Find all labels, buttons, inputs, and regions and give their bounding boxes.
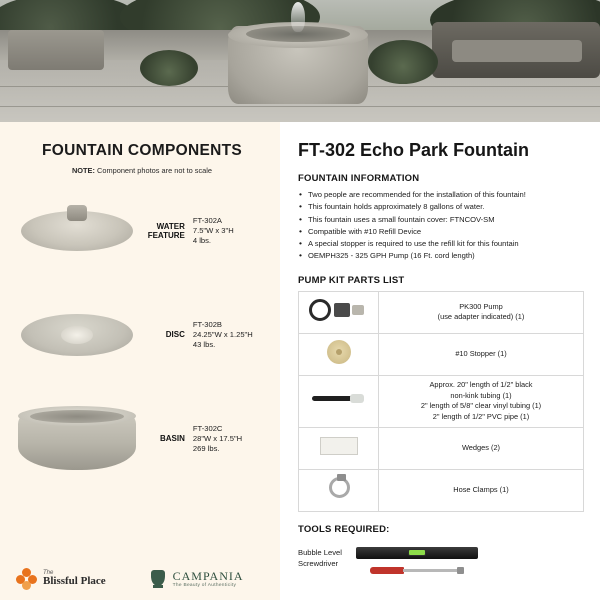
blissful-name: Blissful Place xyxy=(43,575,106,588)
shrub-right xyxy=(368,40,438,84)
component-row xyxy=(18,387,266,491)
blissful-the: The xyxy=(43,570,54,577)
part-description xyxy=(379,427,584,469)
part-line: Wedges (2) xyxy=(461,442,501,452)
tool-item: Screwdriver xyxy=(298,559,339,569)
part-line: non-kink tubing (1) xyxy=(450,390,512,400)
component-weight: 4 lbs. xyxy=(192,236,212,246)
list-item: • This fountain holds approximately 8 gallons of water. xyxy=(298,201,584,213)
part-line: (use adapter indicated) (1) xyxy=(437,312,525,322)
sofa-cushion xyxy=(452,40,582,62)
level-vial xyxy=(408,549,426,556)
component-spec xyxy=(193,424,266,455)
fountain-information-heading: FOUNTAIN INFORMATION xyxy=(298,173,420,184)
part-line: PK300 Pump xyxy=(459,301,503,311)
component-spec xyxy=(193,216,266,247)
patio-seam xyxy=(0,106,600,107)
patio-table xyxy=(8,30,104,70)
pump-kit-parts-table xyxy=(298,291,584,512)
shrub-left xyxy=(140,50,198,86)
table-row xyxy=(299,291,584,333)
component-dimensions: 24.25"W x 1.25"H xyxy=(192,329,253,339)
list-item: • This fountain uses a small fountain cover: FTNCOV-SM xyxy=(298,214,584,226)
pump-kit-parts-heading: PUMP KIT PARTS LIST xyxy=(298,274,405,286)
part-line: 2" length of 5/8" clear vinyl tubing (1) xyxy=(420,401,542,411)
component-sku: FT-302C xyxy=(192,423,223,433)
hero-photo xyxy=(0,0,600,122)
document-body xyxy=(0,122,600,600)
tubing-icon xyxy=(299,375,379,427)
part-description xyxy=(379,375,584,427)
tools-required-heading: TOOLS REQUIRED: xyxy=(298,523,390,535)
table-row xyxy=(299,427,584,469)
blissful-place-logo xyxy=(16,568,106,590)
part-line: 2" length of 1/2" PVC pipe (1) xyxy=(432,411,530,421)
part-line: Hose Clamps (1) xyxy=(453,484,509,494)
urn-icon xyxy=(148,568,168,590)
flower-icon xyxy=(16,568,38,590)
component-dimensions: 28"W x 17.5"H xyxy=(192,433,243,443)
component-label xyxy=(136,222,193,240)
part-description xyxy=(379,291,584,333)
screwdriver-tip xyxy=(457,567,464,574)
component-label-line2: FEATURE xyxy=(147,231,185,240)
component-label-line1: WATER xyxy=(156,221,185,231)
pump-icon xyxy=(299,291,379,333)
components-note-text: Component photos are not to scale xyxy=(97,166,213,175)
table-row xyxy=(299,333,584,375)
component-dimensions: 7.5"W x 3"H xyxy=(192,225,234,235)
water-feature-icon xyxy=(18,203,136,259)
tools-list xyxy=(298,547,342,570)
component-sku: FT-302A xyxy=(192,215,222,225)
component-row xyxy=(18,283,266,387)
components-note xyxy=(18,166,266,175)
component-weight: 43 lbs. xyxy=(192,340,216,350)
table-row xyxy=(299,469,584,511)
components-panel xyxy=(0,122,280,600)
fountain-information-list xyxy=(298,189,584,263)
tools-required-block xyxy=(298,545,584,585)
tools-illustration xyxy=(356,545,486,585)
component-sku: FT-302B xyxy=(192,319,222,329)
component-spec xyxy=(193,320,266,351)
hose-clamp-icon xyxy=(299,469,379,511)
tool-item: Bubble Level xyxy=(298,547,342,557)
screwdriver-icon xyxy=(370,567,404,574)
list-item: • OEMPH325 - 325 GPH Pump (16 Ft. cord length) xyxy=(298,250,584,262)
basin-icon xyxy=(18,406,136,472)
page-title: FT-302 Echo Park Fountain xyxy=(298,140,530,160)
table-row xyxy=(299,375,584,427)
list-item: • Compatible with #10 Refill Device xyxy=(298,226,584,238)
list-item: • A special stopper is required to use the refill kit for this fountain xyxy=(298,238,584,250)
component-row xyxy=(18,179,266,283)
part-description xyxy=(379,333,584,375)
stopper-icon xyxy=(299,333,379,375)
campania-logo xyxy=(148,568,244,590)
disc-icon xyxy=(18,312,136,358)
campania-tagline: The Beauty of Authenticity xyxy=(172,582,237,588)
campania-name: CAMPANIA xyxy=(172,568,244,583)
component-label xyxy=(136,434,193,443)
screwdriver-shaft xyxy=(403,569,459,572)
components-note-label: NOTE: xyxy=(71,166,95,175)
part-line: Approx. 20" length of 1/2" black xyxy=(429,379,533,389)
list-item: • Two people are recommended for the installation of this fountain! xyxy=(298,189,584,201)
component-label xyxy=(136,330,193,339)
component-label-line1: DISC xyxy=(165,330,185,340)
water-jet xyxy=(291,2,305,32)
component-label-line1: BASIN xyxy=(159,434,185,444)
part-line: #10 Stopper (1) xyxy=(455,348,507,358)
components-title: FOUNTAIN COMPONENTS xyxy=(41,142,243,159)
details-panel xyxy=(280,122,600,600)
footer-logos xyxy=(0,568,280,590)
part-description xyxy=(379,469,584,511)
component-weight: 269 lbs. xyxy=(192,444,220,454)
wedges-icon xyxy=(299,427,379,469)
